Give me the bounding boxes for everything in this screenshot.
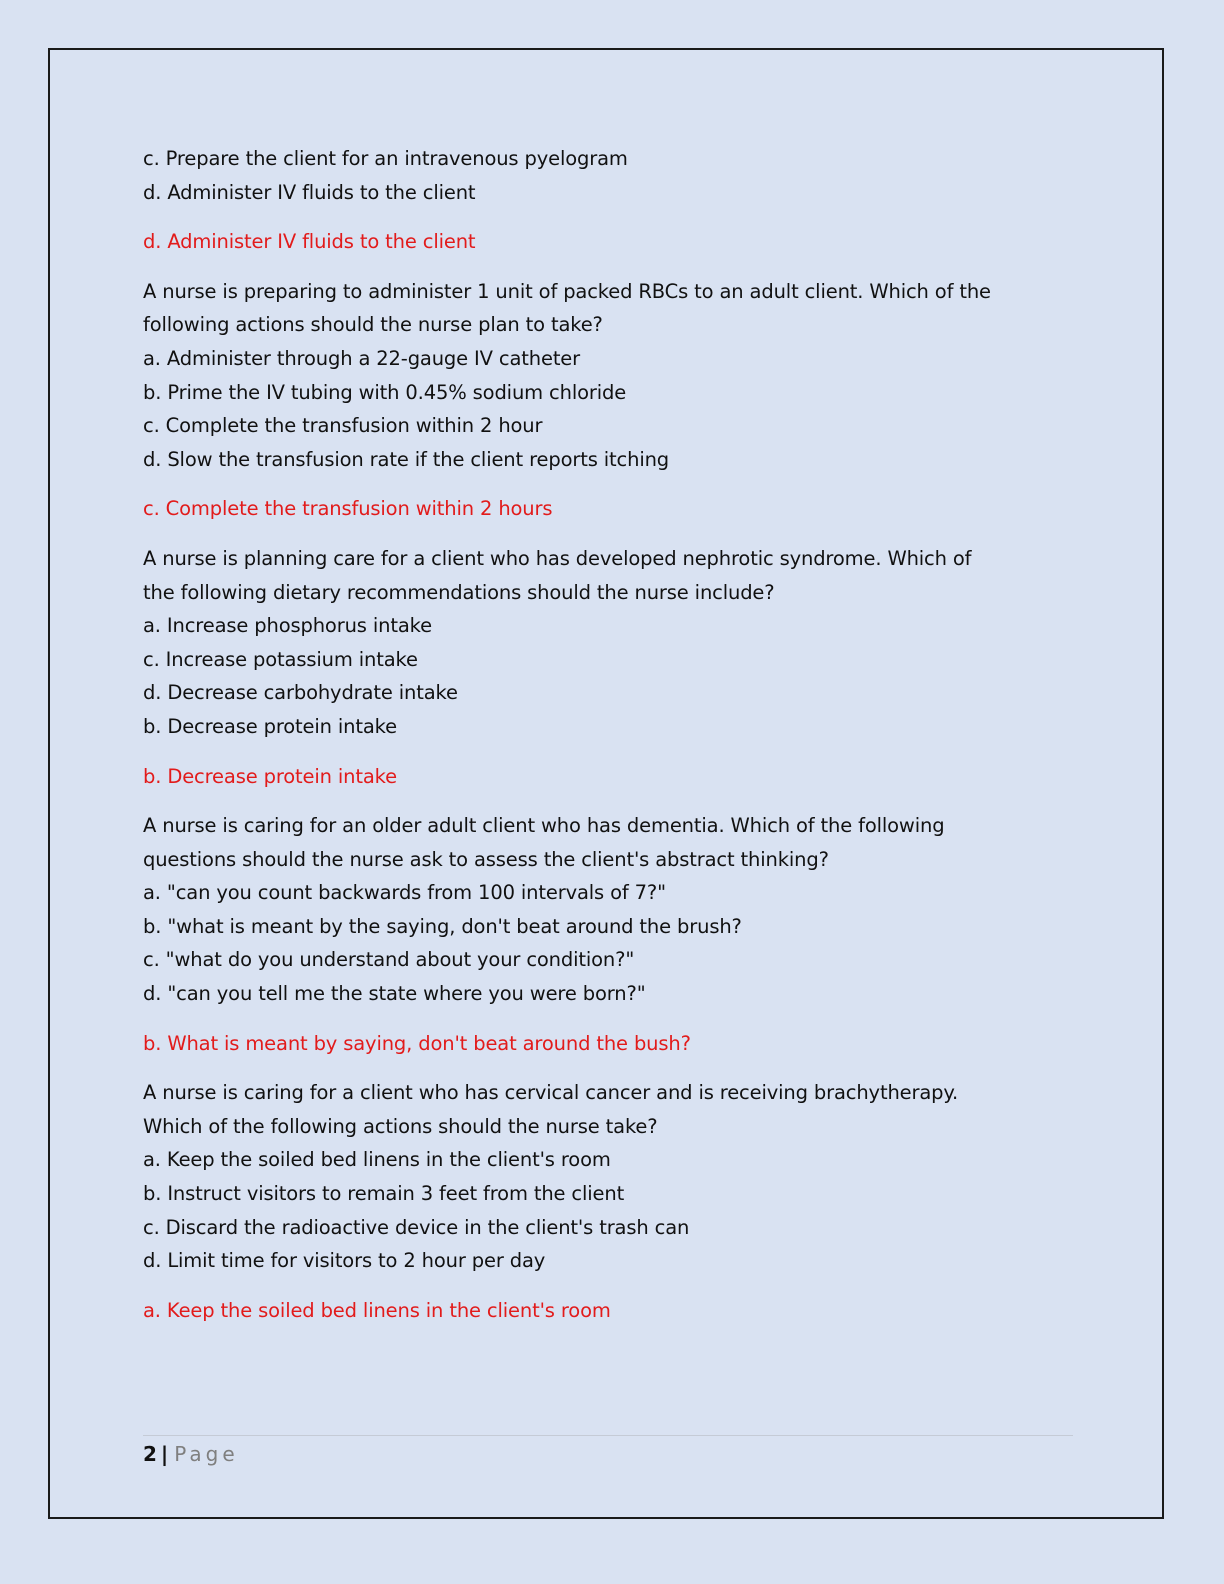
option-c: c. "what do you understand about your condition?" (143, 948, 635, 972)
option-a: a. "can you count backwards from 100 intervals of 7?" (143, 881, 666, 905)
answer-text: b. What is meant by saying, don't beat around the bush? (143, 1031, 691, 1055)
question-stem-line: A nurse is preparing to administer 1 unit of packed RBCs to an adult client. Which of the (143, 279, 991, 303)
option-d: d. Decrease carbohydrate intake (143, 681, 458, 705)
option-d: d. Administer IV fluids to the client (143, 180, 476, 204)
footer-divider (143, 1435, 1073, 1436)
document-body (143, 142, 1043, 1343)
option-c: c. Increase potassium intake (143, 647, 418, 671)
question-stem-line: A nurse is caring for a client who has cervical cancer and is receiving brachytherapy. (143, 1081, 959, 1105)
question-stem-line: A nurse is planning care for a client who has developed nephrotic syndrome. Which of (143, 546, 972, 570)
option-b: b. Decrease protein intake (143, 714, 397, 738)
answer-text: d. Administer IV fluids to the client (143, 230, 476, 254)
question-4 (143, 809, 1043, 1060)
option-c: c. Prepare the client for an intravenous pyelogram (143, 147, 628, 170)
option-d: d. Slow the transfusion rate if the client reports itching (143, 447, 670, 471)
option-a: a. Administer through a 22-gauge IV catheter (143, 346, 581, 370)
footer-separator: | (160, 1442, 169, 1466)
question-stem-line: A nurse is caring for an older adult client who has dementia. Which of the following (143, 814, 945, 838)
question-5 (143, 1076, 1043, 1327)
option-b: b. Instruct visitors to remain 3 feet from the client (143, 1182, 625, 1206)
answer-text: b. Decrease protein intake (143, 764, 397, 788)
page-number: 2 (143, 1442, 157, 1466)
question-3 (143, 542, 1043, 793)
option-d: d. Limit time for visitors to 2 hour per day (143, 1249, 546, 1273)
option-b: b. "what is meant by the saying, don't beat around the brush? (143, 914, 742, 938)
option-d: d. "can you tell me the state where you were born?" (143, 982, 646, 1006)
question-1-tail (143, 142, 1043, 259)
option-a: a. Increase phosphorus intake (143, 614, 432, 638)
option-a: a. Keep the soiled bed linens in the client's room (143, 1148, 611, 1172)
page-label: Page (174, 1442, 239, 1466)
page-footer (143, 1440, 239, 1468)
option-c: c. Discard the radioactive device in the client's trash can (143, 1215, 690, 1239)
question-stem-line: the following dietary recommendations should the nurse include? (143, 580, 775, 604)
question-stem-line: Which of the following actions should the nurse take? (143, 1114, 658, 1138)
question-stem-line: questions should the nurse ask to assess the client's abstract thinking? (143, 847, 829, 871)
answer-text: c. Complete the transfusion within 2 hours (143, 497, 553, 521)
option-b: b. Prime the IV tubing with 0.45% sodium chloride (143, 380, 627, 404)
question-stem-line: following actions should the nurse plan to take? (143, 313, 603, 337)
question-2 (143, 275, 1043, 526)
option-c: c. Complete the transfusion within 2 hour (143, 414, 543, 438)
answer-text: a. Keep the soiled bed linens in the client's room (143, 1298, 611, 1322)
